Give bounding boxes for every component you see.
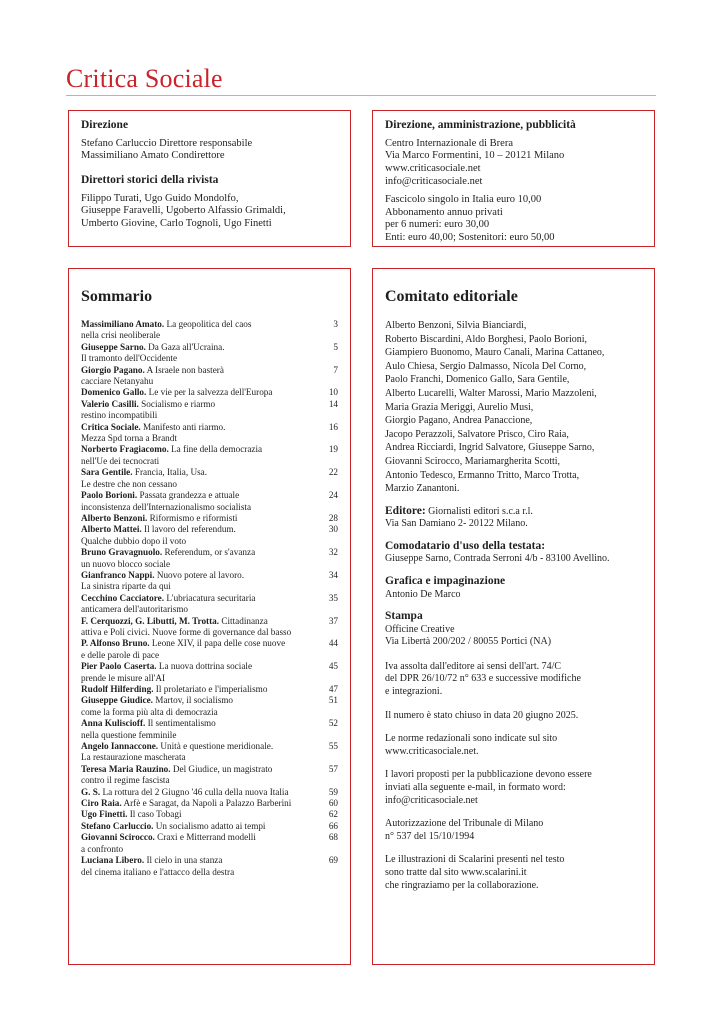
toc-entry-title: Referendum, or s'avanza <box>164 547 256 558</box>
toc-entry-first-line <box>81 695 318 706</box>
toc-entry-page-number: 14 <box>328 398 338 409</box>
toc-entry-first-line <box>81 490 318 501</box>
toc-entry-author: Ugo Finetti. <box>81 809 128 820</box>
toc-entry-title-continued: cacciare Netanyahu <box>81 376 154 387</box>
toc-entry-title: L'ubriacatura securitaria <box>166 592 256 603</box>
toc-entry[interactable] <box>81 570 338 593</box>
toc-entry-title: Riformismo e riformisti <box>149 512 238 523</box>
direzione-box <box>68 110 351 247</box>
toc-entry-page-number: 5 <box>333 341 338 352</box>
iva-line: Iva assolta dall'editore ai sensi dell'art. 74/C <box>385 660 562 672</box>
stampa-line: Via Libertà 200/202 / 80055 Portici (NA) <box>385 636 552 648</box>
toc-entry-page-number: 10 <box>328 387 338 398</box>
illustrazioni-line: che ringraziamo per la collaborazione. <box>385 879 539 891</box>
toc-entry-author: Paolo Borioni. <box>81 490 138 501</box>
member-line: Giorgio Pagano, Andrea Panaccione, <box>385 415 533 427</box>
toc-entry-author: Teresa Maria Rauzino. <box>81 763 171 774</box>
toc-entry-first-line <box>81 684 318 695</box>
toc-entry-title-continued: Qualche dubbio dopo il voto <box>81 535 187 546</box>
toc-entry-first-line <box>81 616 318 627</box>
toc-entry-title-continued: nell'Ue dei tecnocrati <box>81 455 160 466</box>
toc-entry[interactable] <box>81 684 338 695</box>
toc-entry-title-continued: Mezza Spd torna a Brandt <box>81 433 177 444</box>
toc-entry-title: Le vie per la salvezza dell'Europa <box>148 387 273 398</box>
email-link[interactable]: info@criticasociale.net <box>385 175 483 187</box>
toc-entry-title-continued: La sinistra riparte da qui <box>81 581 171 592</box>
toc-entry-page-number: 44 <box>328 638 338 649</box>
toc-entry-first-line <box>81 365 318 376</box>
grafica-text: Antonio De Marco <box>385 588 461 600</box>
autorizzazione-section <box>385 818 642 843</box>
direttori-storici-list <box>81 193 338 231</box>
amministrazione-address <box>385 138 642 188</box>
member-line: Andrea Ricciardi, Ingrid Salvatore, Giuseppe Sarno, <box>385 442 595 454</box>
toc-entry-page-number: 52 <box>328 718 338 729</box>
masthead-rule <box>66 95 656 96</box>
toc-entry-page-number: 19 <box>328 444 338 455</box>
stampa-heading: Stampa <box>385 610 423 623</box>
toc-entry-page-number: 34 <box>328 569 338 580</box>
toc-entry[interactable] <box>81 661 338 684</box>
toc-entry-page-number: 35 <box>328 592 338 603</box>
toc-entry-author: G. S. <box>81 786 101 797</box>
toc-entry-title: Il sentimentalismo <box>147 718 216 729</box>
illustrazioni-line: Le illustrazioni di Scalarini presenti nel testo <box>385 854 565 866</box>
toc-entry-first-line <box>81 467 318 478</box>
toc-entry-first-line <box>81 764 318 775</box>
toc-entry-first-line <box>81 524 318 535</box>
toc-entry-author: Cecchino Cacciatore. <box>81 592 165 603</box>
direttori-storici-line: Giuseppe Faravelli, Ugoberto Alfassio Grimaldi, <box>81 205 286 217</box>
member-line: Jacopo Perazzoli, Salvatore Prisco, Ciro Raia, <box>385 428 569 440</box>
toc-entry-title-continued: del cinema italiano e l'attacco della destra <box>81 866 235 877</box>
toc-entry-title-continued: attiva e Poli civici. Nuove forme di governance dal basso <box>81 626 292 637</box>
toc-entry-page-number: 24 <box>328 490 338 501</box>
toc-entry-first-line <box>81 798 318 809</box>
member-line: Aulo Chiesa, Sergio Dalmasso, Nicola Del Corno, <box>385 360 587 372</box>
direzione-heading: Direzione <box>81 119 129 131</box>
toc-entry-page-number: 16 <box>328 421 338 432</box>
masthead-title: Critica Sociale <box>66 64 223 93</box>
toc-entry-title: Il proletariato e l'imperialismo <box>155 684 268 694</box>
toc-entry-first-line <box>81 821 318 832</box>
address-line: Via Marco Formentini, 10 – 20121 Milano <box>385 150 565 162</box>
toc-entry-author: Pier Paolo Caserta. <box>81 661 157 672</box>
toc-entry[interactable] <box>81 524 338 547</box>
amministrazione-box <box>372 110 655 247</box>
toc-entry-title-continued: e delle parole di pace <box>81 649 160 660</box>
toc-entry[interactable] <box>81 787 338 798</box>
toc-entry-author: Massimiliano Amato. <box>81 319 165 329</box>
toc-entry-title: Il cielo in una stanza <box>146 855 223 866</box>
direzione-line: Stefano Carluccio Direttore responsabile <box>81 137 253 149</box>
toc-entry-title-continued: prende le misure all'AI <box>81 672 166 683</box>
comodatario-section <box>385 540 642 566</box>
member-line: Paolo Franchi, Domenico Gallo, Sara Gentile, <box>385 374 570 386</box>
toc-entry-title: Il lavoro del referendum. <box>144 524 236 535</box>
lavori-section <box>385 769 642 807</box>
address-line: Centro Internazionale di Brera <box>385 137 513 149</box>
toc-entry-page-number: 66 <box>328 820 338 831</box>
iva-line: del DPR 26/10/72 n° 633 e successive modifiche <box>385 673 581 685</box>
editore-address: Via San Damiano 2- 20122 Milano. <box>385 518 528 530</box>
toc-entry-author: Critica Sociale. <box>81 421 141 432</box>
toc-entry-title: Arfè e Saragat, da Napoli a Palazzo Barberini <box>123 798 292 809</box>
illustrazioni-section <box>385 854 642 892</box>
price-line: Fascicolo singolo in Italia euro 10,00 <box>385 194 542 206</box>
member-line: Roberto Biscardini, Aldo Borghesi, Paolo Borioni, <box>385 333 588 345</box>
price-line: Abbonamento annuo privati <box>385 206 503 218</box>
toc-entry-author: Anna Kuliscioff. <box>81 718 146 729</box>
toc-entry[interactable] <box>81 444 338 467</box>
toc-entry-page-number: 7 <box>333 364 338 375</box>
toc-entry-author: Giuseppe Sarno. <box>81 341 146 352</box>
comodatario-text: Giuseppe Sarno, Contrada Serroni 4/b - 83100 Avellino. <box>385 553 610 565</box>
toc-entry-page-number: 69 <box>328 855 338 866</box>
toc-entry-title: Il caso Tobagi <box>129 809 182 820</box>
toc-entry-author: Angelo Iannaccone. <box>81 741 159 752</box>
toc-entry-first-line <box>81 787 318 798</box>
toc-entry-page-number: 57 <box>328 763 338 774</box>
toc-entry-author: Norberto Fragiacomo. <box>81 444 169 455</box>
website-link[interactable]: www.criticasociale.net <box>385 162 481 174</box>
toc-entry-first-line <box>81 638 318 649</box>
toc-entry-title-continued: Le destre che non cessano <box>81 478 177 489</box>
toc-entry[interactable] <box>81 821 338 832</box>
toc-entry-title-continued: restino incompatibili <box>81 410 158 421</box>
toc-entry-first-line <box>81 570 318 581</box>
toc-entry[interactable] <box>81 513 338 524</box>
toc-entry[interactable] <box>81 638 338 661</box>
toc-entry[interactable] <box>81 490 338 513</box>
toc-entry-title: Unità e questione meridionale. <box>160 741 274 752</box>
toc-entry-author: Ciro Raia. <box>81 798 122 809</box>
toc-entry-first-line <box>81 342 318 353</box>
iva-line: e integrazioni. <box>385 685 443 697</box>
toc-entry-title-continued: Il tramonto dell'Occidente <box>81 353 178 364</box>
toc-entry-first-line <box>81 399 318 410</box>
toc-entry-title: Un socialismo adatto ai tempi <box>155 820 266 831</box>
toc-entry-page-number: 51 <box>328 695 338 706</box>
toc-entry-author: Alberto Mattei. <box>81 524 142 535</box>
toc-entry[interactable] <box>81 832 338 855</box>
toc-entry[interactable] <box>81 593 338 616</box>
toc-entry-title: Cittadinanza <box>221 615 268 626</box>
toc-entry-author: Gianfranco Nappi. <box>81 569 155 580</box>
toc-entry-title: Da Gaza all'Ucraina. <box>148 341 225 352</box>
toc-entry-title: Martov, il socialismo <box>155 695 234 706</box>
toc-entry-title: Leone XIV, il papa delle cose nuove <box>151 638 286 649</box>
toc-entry-author: Sara Gentile. <box>81 467 133 478</box>
grafica-heading: Grafica e impaginazione <box>385 575 506 587</box>
amministrazione-heading: Direzione, amministrazione, pubblicità <box>385 119 576 131</box>
member-line: Antonio Tedesco, Ermanno Tritto, Marco Trotta, <box>385 469 580 481</box>
comitato-members <box>385 319 642 496</box>
norme-link[interactable]: www.criticasociale.net. <box>385 745 479 757</box>
toc-entry-first-line <box>81 832 318 843</box>
toc-entry-author: Giuseppe Giudice. <box>81 695 153 706</box>
toc-entry-author: Alberto Benzoni. <box>81 512 148 523</box>
toc-entry-page-number: 28 <box>328 512 338 523</box>
toc-entry[interactable] <box>81 695 338 718</box>
toc-entry-title-continued: nella questione femminile <box>81 729 177 740</box>
toc-entry-title-continued: La restaurazione mascherata <box>81 752 186 763</box>
toc-entry-title: Manifesto anti riarmo. <box>143 421 226 432</box>
toc-entry-page-number: 30 <box>328 524 338 535</box>
toc-entry-first-line <box>81 319 318 330</box>
toc-entry[interactable] <box>81 547 338 570</box>
toc-entry-author: Giovanni Scirocco. <box>81 832 155 843</box>
comodatario-heading: Comodatario d'uso della testata: <box>385 539 546 552</box>
member-line: Giovanni Scirocco, Mariamargherita Scotti, <box>385 455 561 467</box>
price-line: per 6 numeri: euro 30,00 <box>385 219 490 231</box>
toc-entry-title: Craxi e Mitterrand modelli <box>157 832 256 843</box>
toc-entry-title: Francia, Italia, Usa. <box>134 467 208 478</box>
toc-entry-first-line <box>81 741 318 752</box>
toc-entry-title: Del Giudice, un magistrato <box>172 763 273 774</box>
grafica-section <box>385 575 642 601</box>
member-line: Marzio Zanantoni. <box>385 483 460 495</box>
toc-entry-author: Luciana Libero. <box>81 855 145 866</box>
stampa-line: Officine Creative <box>385 623 455 635</box>
autorizzazione-line: Autorizzazione del Tribunale di Milano <box>385 818 544 830</box>
lavori-email-link[interactable]: info@criticasociale.net <box>385 794 478 806</box>
toc-entry-title: La fine della democrazia <box>171 444 263 455</box>
lavori-line: inviati alla seguente e-mail, in formato word: <box>385 781 566 793</box>
autorizzazione-line: n° 537 del 15/10/1994 <box>385 830 475 842</box>
direzione-line: Massimiliano Amato Condirettore <box>81 150 225 162</box>
member-line: Alberto Lucarelli, Walter Marossi, Mario Mazzoleni, <box>385 387 597 399</box>
toc-entry-first-line <box>81 593 318 604</box>
toc-entry-title-continued: a confronto <box>81 843 124 854</box>
toc-entry-first-line <box>81 422 318 433</box>
toc-entry-author: Valerio Casilli. <box>81 398 139 409</box>
toc-entry-first-line <box>81 547 318 558</box>
direzione-lines <box>81 138 338 163</box>
toc-entry-title: La geopolitica del caos <box>166 319 252 329</box>
prices-block <box>385 194 642 244</box>
toc-entry-first-line <box>81 661 318 672</box>
toc-entry[interactable] <box>81 809 338 820</box>
toc-entry-title: Passata grandezza e attuale <box>139 490 240 501</box>
toc-entry-page-number: 60 <box>328 798 338 809</box>
editore-name: Giornalisti editori s.c.a r.l. <box>428 505 533 517</box>
illustrazioni-line: sono tratte dal sito www.scalarini.it <box>385 866 527 878</box>
member-line: Alberto Benzoni, Silvia Bianciardi, <box>385 320 527 331</box>
toc-entry[interactable] <box>81 467 338 490</box>
toc-entry[interactable] <box>81 387 338 398</box>
toc-entry-title: A Israele non basterà <box>146 364 224 375</box>
toc-entry[interactable] <box>81 855 338 878</box>
toc-entry[interactable] <box>81 798 338 809</box>
direttori-storici-line: Umberto Giovine, Carlo Tognoli, Ugo Finetti <box>81 217 272 229</box>
toc-entry-author: Domenico Gallo. <box>81 387 147 398</box>
comitato-box <box>372 268 655 965</box>
iva-section <box>385 661 642 699</box>
toc-entry[interactable] <box>81 342 338 365</box>
toc-entry-title-continued: nella crisi neoliberale <box>81 330 161 341</box>
toc-entry[interactable] <box>81 319 338 342</box>
toc-entry-author: P. Alfonso Bruno. <box>81 638 150 649</box>
toc-entry-page-number: 55 <box>328 741 338 752</box>
sommario-box <box>68 268 351 965</box>
toc-entry-title: La nuova dottrina sociale <box>158 661 253 672</box>
toc-entry-author: Stefano Carluccio. <box>81 820 154 831</box>
toc-entry-page-number: 59 <box>328 786 338 797</box>
toc-entry[interactable] <box>81 741 338 764</box>
toc-entry[interactable] <box>81 764 338 787</box>
chiuso-text: Il numero è stato chiuso in data 20 giugno 2025. <box>385 709 579 721</box>
toc-entry-author: F. Cerquozzi, G. Libutti, M. Trotta. <box>81 615 220 626</box>
toc-entry-first-line <box>81 809 318 820</box>
direttori-storici-line: Filippo Turati, Ugo Guido Mondolfo, <box>81 192 239 204</box>
toc-entry-author: Giorgio Pagano. <box>81 364 145 375</box>
toc-entry-first-line <box>81 718 318 729</box>
toc-entry[interactable] <box>81 422 338 445</box>
toc-entry[interactable] <box>81 616 338 639</box>
chiuso-section <box>385 710 642 723</box>
toc-entry-page-number: 3 <box>333 319 338 329</box>
toc-entry-title-continued: come la forma più alta di democrazia <box>81 706 218 717</box>
member-line: Maria Grazia Meriggi, Aurelio Musi, <box>385 401 534 413</box>
toc-list <box>81 319 338 878</box>
price-line: Enti: euro 40,00; Sostenitori: euro 50,00 <box>385 231 555 243</box>
toc-entry-title: La rottura del 2 Giugno '46 culla della nuova Italia <box>102 786 289 797</box>
toc-entry-page-number: 22 <box>328 467 338 478</box>
toc-entry-page-number: 47 <box>328 684 338 694</box>
toc-entry-title-continued: contro il regime fascista <box>81 775 170 786</box>
comitato-heading: Comitato editoriale <box>385 288 518 305</box>
toc-entry-first-line <box>81 387 318 398</box>
toc-entry-page-number: 37 <box>328 615 338 626</box>
editore-label: Editore: <box>385 504 426 517</box>
sommario-heading: Sommario <box>81 288 153 305</box>
toc-entry-page-number: 62 <box>328 809 338 820</box>
lavori-line: I lavori proposti per la pubblicazione devono essere <box>385 769 592 781</box>
norme-line: Le norme redazionali sono indicate sul sito <box>385 733 558 745</box>
toc-entry-page-number: 68 <box>328 832 338 843</box>
toc-entry[interactable] <box>81 399 338 422</box>
toc-entry[interactable] <box>81 718 338 741</box>
toc-entry-author: Bruno Gravagnuolo. <box>81 547 163 558</box>
editore-section <box>385 505 642 531</box>
toc-entry-first-line <box>81 444 318 455</box>
toc-entry-title-continued: anticamera dell'autoritarismo <box>81 604 189 615</box>
toc-entry-page-number: 32 <box>328 547 338 558</box>
toc-entry-author: Rudolf Hilferding. <box>81 684 154 694</box>
direttori-storici-heading: Direttori storici della rivista <box>81 173 219 186</box>
norme-section <box>385 733 642 758</box>
toc-entry-first-line <box>81 855 318 866</box>
toc-entry-title: Socialismo e riarmo <box>141 398 216 409</box>
stampa-section <box>385 610 642 649</box>
toc-entry-title-continued: inconsistenza dell'Internazionalismo socialista <box>81 501 252 512</box>
toc-entry-title: Nuovo potere al lavoro. <box>156 569 245 580</box>
toc-entry-page-number: 45 <box>328 661 338 672</box>
member-line: Giampiero Buonomo, Mauro Canali, Marina Cattaneo, <box>385 347 605 359</box>
toc-entry-first-line <box>81 513 318 524</box>
toc-entry[interactable] <box>81 365 338 388</box>
toc-entry-title-continued: un nuovo blocco sociale <box>81 558 171 569</box>
